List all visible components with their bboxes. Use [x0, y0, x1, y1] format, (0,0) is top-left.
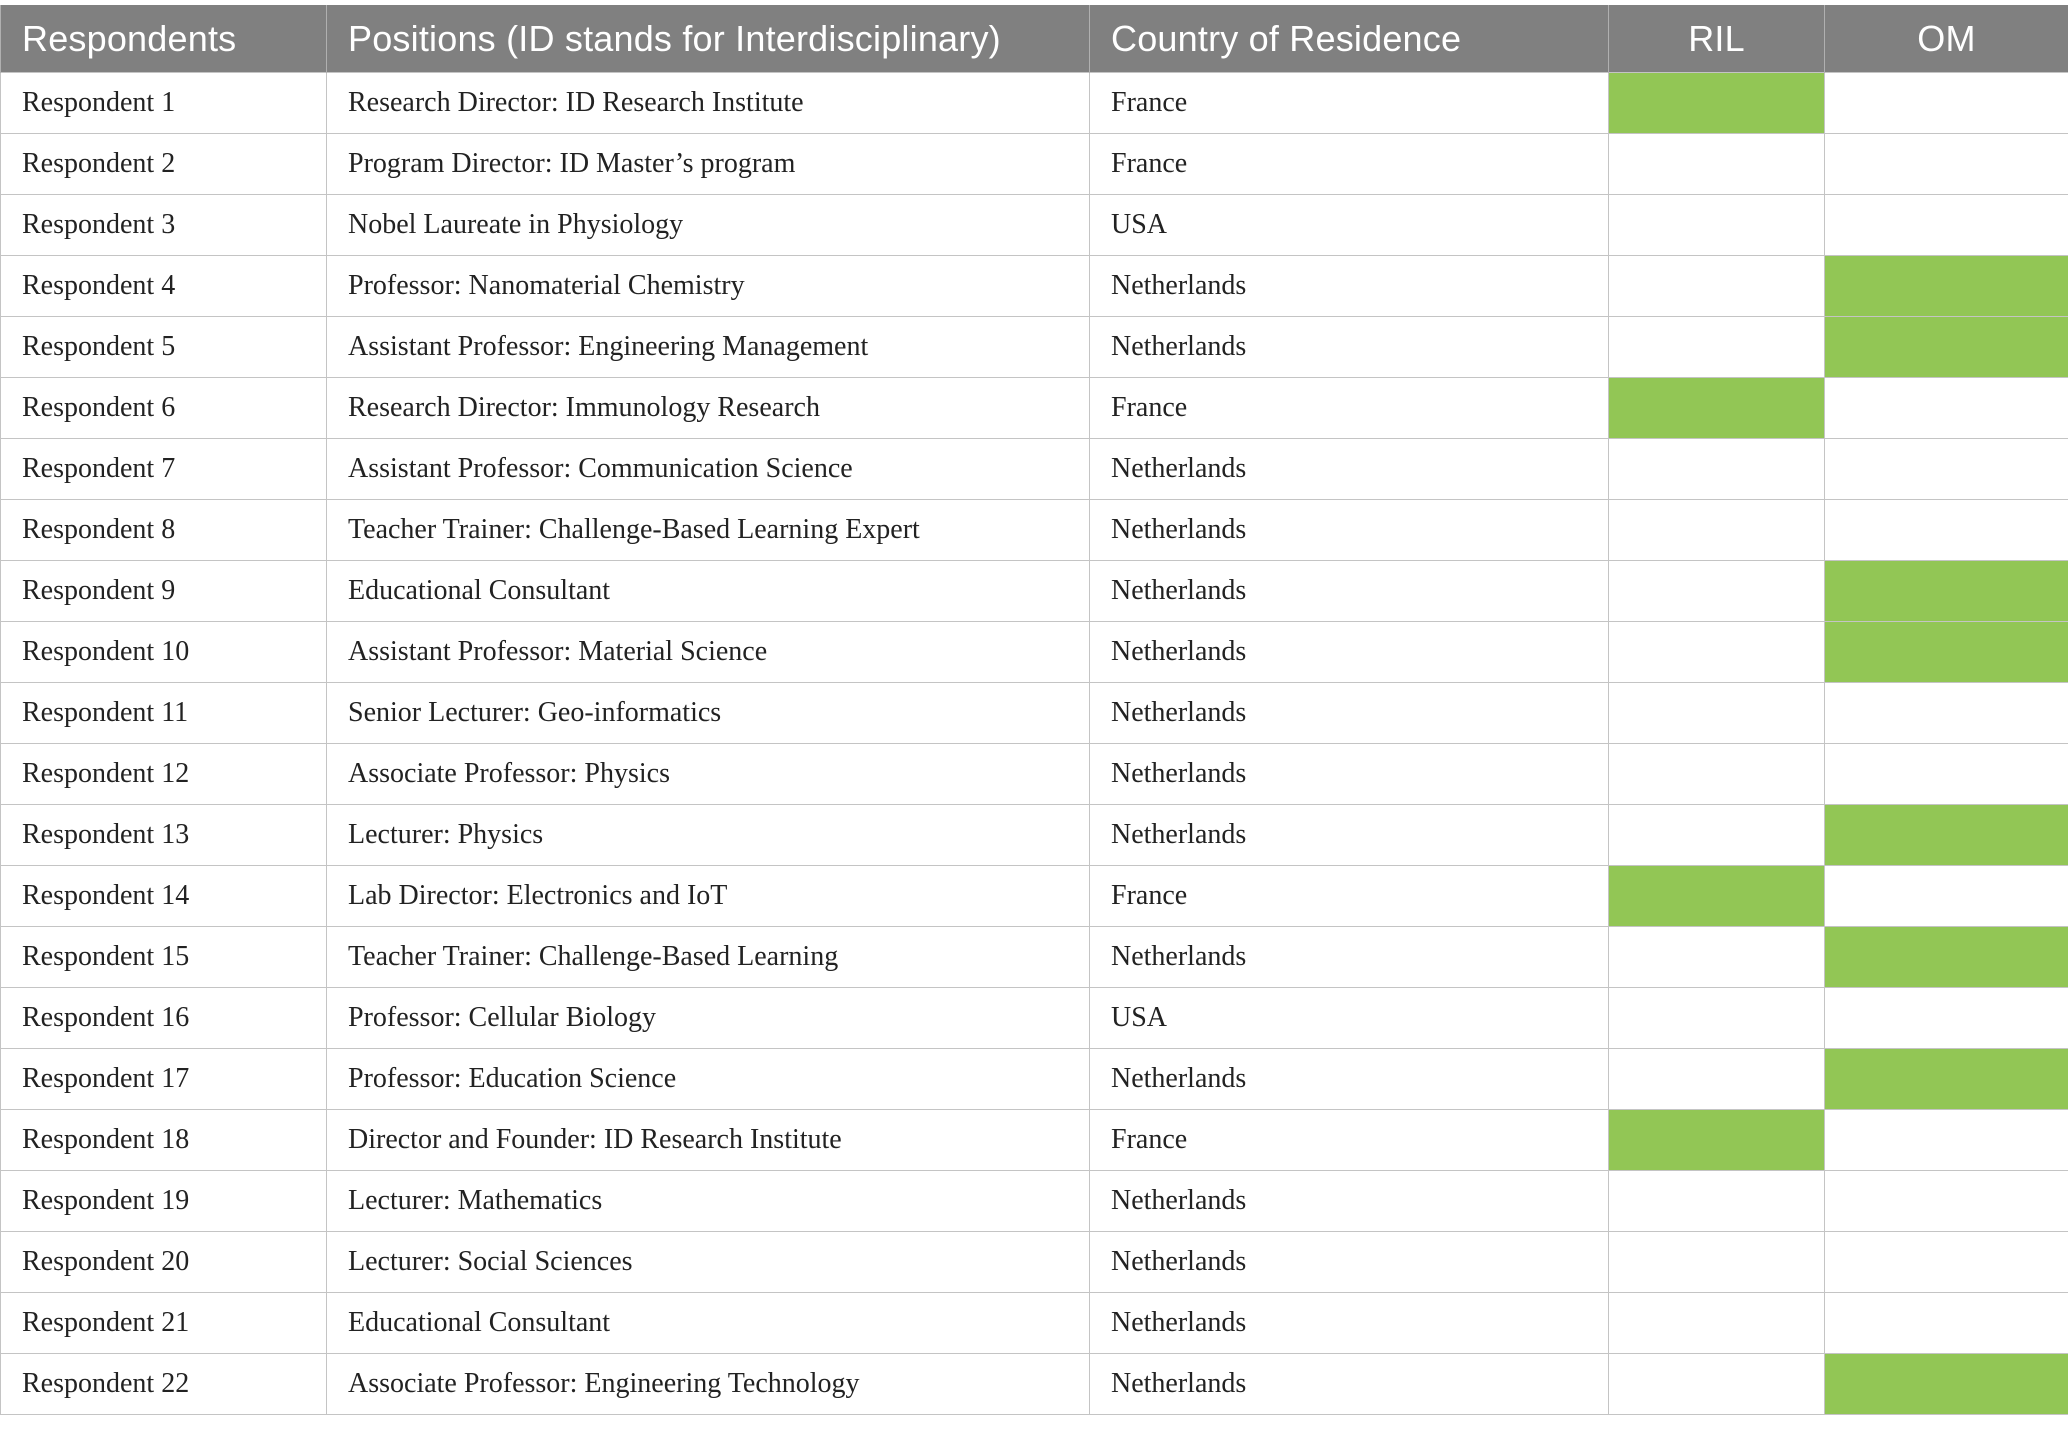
country-cell: USA — [1090, 988, 1609, 1049]
table-row — [1, 439, 2068, 500]
country-cell: Netherlands — [1090, 1354, 1609, 1415]
respondent-cell: Respondent 10 — [1, 622, 327, 683]
table-body — [1, 73, 2068, 1415]
table-row — [1, 73, 2068, 134]
position-cell: Lab Director: Electronics and IoT — [327, 866, 1090, 927]
ril-indicator-cell — [1609, 500, 1825, 561]
country-cell: Netherlands — [1090, 744, 1609, 805]
country-cell: Netherlands — [1090, 317, 1609, 378]
om-indicator-cell — [1825, 866, 2068, 927]
table-row — [1, 256, 2068, 317]
respondent-cell: Respondent 12 — [1, 744, 327, 805]
ril-indicator-cell — [1609, 317, 1825, 378]
position-cell: Nobel Laureate in Physiology — [327, 195, 1090, 256]
ril-indicator-cell — [1609, 561, 1825, 622]
ril-indicator-cell — [1609, 1110, 1825, 1171]
position-cell: Senior Lecturer: Geo-informatics — [327, 683, 1090, 744]
respondent-cell: Respondent 8 — [1, 500, 327, 561]
position-cell: Teacher Trainer: Challenge-Based Learning — [327, 927, 1090, 988]
respondent-cell: Respondent 5 — [1, 317, 327, 378]
om-indicator-cell — [1825, 683, 2068, 744]
country-cell: Netherlands — [1090, 256, 1609, 317]
position-cell: Professor: Cellular Biology — [327, 988, 1090, 1049]
ril-indicator-cell — [1609, 439, 1825, 500]
ril-indicator-cell — [1609, 256, 1825, 317]
respondent-cell: Respondent 9 — [1, 561, 327, 622]
respondents-table — [0, 5, 2068, 1415]
country-cell: Netherlands — [1090, 683, 1609, 744]
om-indicator-cell — [1825, 1232, 2068, 1293]
om-indicator-cell — [1825, 73, 2068, 134]
respondent-cell: Respondent 17 — [1, 1049, 327, 1110]
respondent-cell: Respondent 21 — [1, 1293, 327, 1354]
ril-indicator-cell — [1609, 1171, 1825, 1232]
om-indicator-cell — [1825, 317, 2068, 378]
position-cell: Research Director: Immunology Research — [327, 378, 1090, 439]
respondent-cell: Respondent 16 — [1, 988, 327, 1049]
respondent-cell: Respondent 1 — [1, 73, 327, 134]
om-indicator-cell — [1825, 805, 2068, 866]
country-cell: France — [1090, 134, 1609, 195]
country-cell: Netherlands — [1090, 1293, 1609, 1354]
respondent-cell: Respondent 6 — [1, 378, 327, 439]
om-indicator-cell — [1825, 1171, 2068, 1232]
ril-indicator-cell — [1609, 73, 1825, 134]
table-row — [1, 622, 2068, 683]
om-indicator-cell — [1825, 134, 2068, 195]
country-cell: Netherlands — [1090, 1049, 1609, 1110]
table-row — [1, 500, 2068, 561]
om-indicator-cell — [1825, 195, 2068, 256]
position-cell: Lecturer: Mathematics — [327, 1171, 1090, 1232]
om-indicator-cell — [1825, 439, 2068, 500]
om-indicator-cell — [1825, 1110, 2068, 1171]
om-indicator-cell — [1825, 1354, 2068, 1415]
ril-indicator-cell — [1609, 1232, 1825, 1293]
om-indicator-cell — [1825, 256, 2068, 317]
header-respondents: Respondents — [1, 5, 327, 73]
country-cell: France — [1090, 73, 1609, 134]
table-row — [1, 866, 2068, 927]
ril-indicator-cell — [1609, 866, 1825, 927]
position-cell: Educational Consultant — [327, 1293, 1090, 1354]
position-cell: Educational Consultant — [327, 561, 1090, 622]
table-row — [1, 378, 2068, 439]
om-indicator-cell — [1825, 927, 2068, 988]
ril-indicator-cell — [1609, 195, 1825, 256]
ril-indicator-cell — [1609, 1354, 1825, 1415]
ril-indicator-cell — [1609, 134, 1825, 195]
position-cell: Lecturer: Social Sciences — [327, 1232, 1090, 1293]
position-cell: Associate Professor: Engineering Technology — [327, 1354, 1090, 1415]
country-cell: Netherlands — [1090, 1171, 1609, 1232]
header-om: OM — [1825, 5, 2068, 73]
respondent-cell: Respondent 13 — [1, 805, 327, 866]
country-cell: France — [1090, 1110, 1609, 1171]
table-row — [1, 1171, 2068, 1232]
country-cell: Netherlands — [1090, 561, 1609, 622]
country-cell: Netherlands — [1090, 805, 1609, 866]
ril-indicator-cell — [1609, 1049, 1825, 1110]
respondent-cell: Respondent 15 — [1, 927, 327, 988]
table-row — [1, 988, 2068, 1049]
position-cell: Director and Founder: ID Research Institute — [327, 1110, 1090, 1171]
respondent-cell: Respondent 4 — [1, 256, 327, 317]
table-row — [1, 744, 2068, 805]
country-cell: Netherlands — [1090, 500, 1609, 561]
position-cell: Program Director: ID Master’s program — [327, 134, 1090, 195]
table-row — [1, 1354, 2068, 1415]
ril-indicator-cell — [1609, 378, 1825, 439]
table-row — [1, 1293, 2068, 1354]
om-indicator-cell — [1825, 561, 2068, 622]
country-cell: USA — [1090, 195, 1609, 256]
header-ril: RIL — [1609, 5, 1825, 73]
table-row — [1, 1232, 2068, 1293]
table-row — [1, 805, 2068, 866]
country-cell: Netherlands — [1090, 927, 1609, 988]
position-cell: Research Director: ID Research Institute — [327, 73, 1090, 134]
ril-indicator-cell — [1609, 927, 1825, 988]
respondent-cell: Respondent 19 — [1, 1171, 327, 1232]
position-cell: Professor: Nanomaterial Chemistry — [327, 256, 1090, 317]
position-cell: Lecturer: Physics — [327, 805, 1090, 866]
ril-indicator-cell — [1609, 805, 1825, 866]
table-row — [1, 561, 2068, 622]
country-cell: Netherlands — [1090, 622, 1609, 683]
table-header — [1, 5, 2068, 73]
respondent-cell: Respondent 18 — [1, 1110, 327, 1171]
header-positions: Positions (ID stands for Interdisciplinary) — [327, 5, 1090, 73]
om-indicator-cell — [1825, 1293, 2068, 1354]
position-cell: Associate Professor: Physics — [327, 744, 1090, 805]
position-cell: Assistant Professor: Communication Science — [327, 439, 1090, 500]
respondent-cell: Respondent 7 — [1, 439, 327, 500]
table-row — [1, 683, 2068, 744]
header-country: Country of Residence — [1090, 5, 1609, 73]
ril-indicator-cell — [1609, 744, 1825, 805]
ril-indicator-cell — [1609, 622, 1825, 683]
position-cell: Professor: Education Science — [327, 1049, 1090, 1110]
position-cell: Assistant Professor: Engineering Management — [327, 317, 1090, 378]
respondent-cell: Respondent 14 — [1, 866, 327, 927]
country-cell: France — [1090, 378, 1609, 439]
country-cell: Netherlands — [1090, 439, 1609, 500]
table-row — [1, 195, 2068, 256]
om-indicator-cell — [1825, 744, 2068, 805]
table-row — [1, 927, 2068, 988]
ril-indicator-cell — [1609, 683, 1825, 744]
respondent-cell: Respondent 22 — [1, 1354, 327, 1415]
table-row — [1, 134, 2068, 195]
table-row — [1, 1049, 2068, 1110]
table-row — [1, 1110, 2068, 1171]
respondent-cell: Respondent 3 — [1, 195, 327, 256]
country-cell: Netherlands — [1090, 1232, 1609, 1293]
om-indicator-cell — [1825, 500, 2068, 561]
om-indicator-cell — [1825, 622, 2068, 683]
ril-indicator-cell — [1609, 988, 1825, 1049]
om-indicator-cell — [1825, 988, 2068, 1049]
header-row — [1, 5, 2068, 73]
respondent-cell: Respondent 11 — [1, 683, 327, 744]
country-cell: France — [1090, 866, 1609, 927]
om-indicator-cell — [1825, 378, 2068, 439]
position-cell: Teacher Trainer: Challenge-Based Learning Expert — [327, 500, 1090, 561]
respondent-cell: Respondent 20 — [1, 1232, 327, 1293]
table-row — [1, 317, 2068, 378]
ril-indicator-cell — [1609, 1293, 1825, 1354]
position-cell: Assistant Professor: Material Science — [327, 622, 1090, 683]
respondent-cell: Respondent 2 — [1, 134, 327, 195]
om-indicator-cell — [1825, 1049, 2068, 1110]
